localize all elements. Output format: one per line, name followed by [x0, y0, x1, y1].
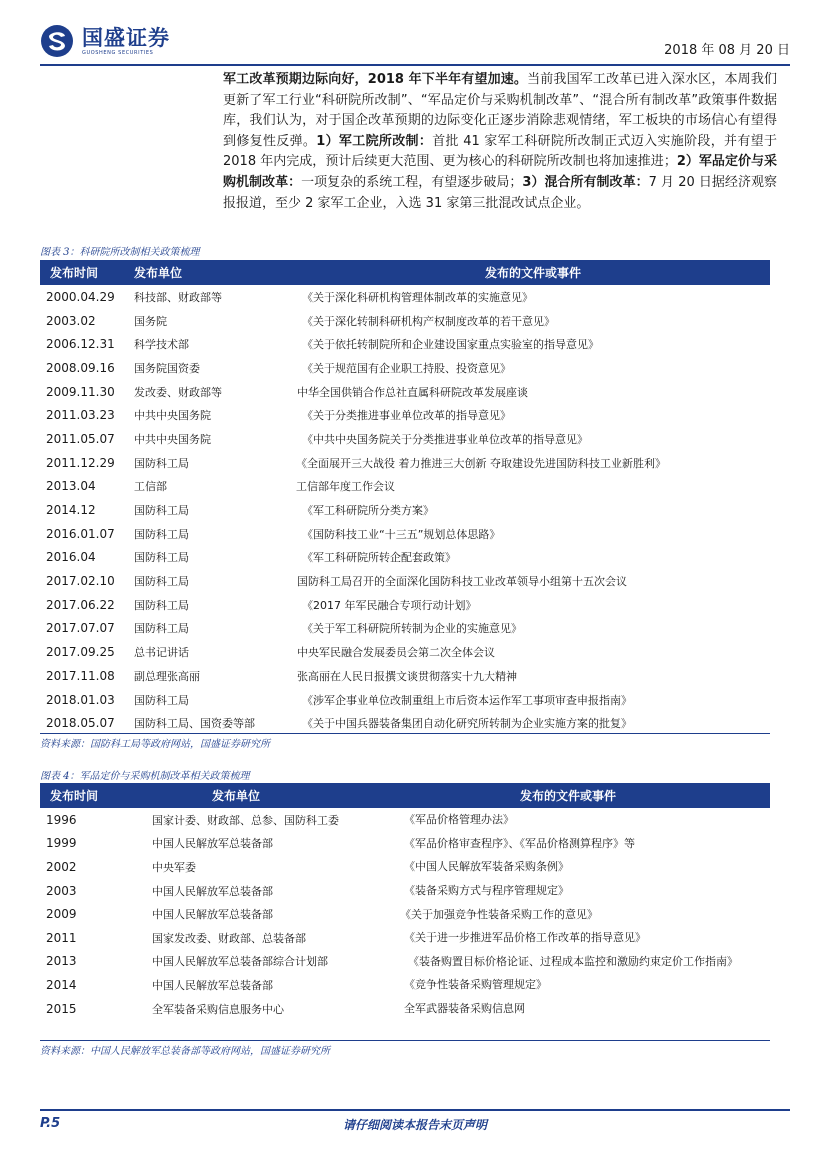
document-cell: 《装备购置目标价格论证、过程成本监控和激励约束定价工作指南》: [408, 954, 738, 968]
table-row: [40, 285, 770, 309]
date-cell: 2011.05.07: [46, 431, 115, 446]
document-cell: 《国防科技工业“十三五”规划总体思路》: [302, 527, 501, 541]
date-cell: 2014: [46, 977, 77, 992]
publisher-cell: 国防科工局: [134, 504, 189, 518]
table-row: [40, 688, 770, 712]
document-cell: 《关于深化科研机构管理体制改革的实施意见》: [302, 290, 533, 304]
document-cell: 《军品价格管理办法》: [404, 813, 514, 827]
header-divider: [40, 64, 790, 66]
publisher-cell: 中国人民解放军总装备部: [152, 978, 273, 992]
intro-paragraph: [223, 70, 777, 214]
figure4-title: 图表 4：军品定价与采购机制改革相关政策梳理: [40, 771, 250, 782]
date-cell: 2015: [46, 1001, 77, 1016]
table-row: [40, 427, 770, 451]
column-header: 发布单位: [134, 266, 183, 280]
date-cell: 2013.04: [46, 479, 96, 494]
item2-text: 一项复杂的系统工程，有望逐步破局；: [301, 174, 523, 190]
document-cell: 工信部年度工作会议: [296, 480, 395, 494]
document-cell: 《关于深化转制科研机构产权制度改革的若干意见》: [302, 314, 555, 328]
footer-disclaimer[interactable]: 请仔细阅读本报告末页声明: [342, 1118, 487, 1132]
date-cell: 2017.02.10: [46, 574, 115, 589]
item1-heading: 1）军工院所改制：: [316, 133, 433, 149]
publisher-cell: 国防科工局: [134, 575, 189, 589]
table-row: [40, 902, 770, 926]
table-row: [40, 309, 770, 333]
document-cell: 《涉军企事业单位改制重组上市后资本运作军工事项审查申报指南》: [302, 693, 632, 707]
publisher-cell: 副总理张高丽: [134, 669, 200, 683]
date-cell: 2016.01.07: [46, 526, 115, 541]
document-cell: 《中共中央国务院关于分类推进事业单位改革的指导意见》: [302, 432, 588, 446]
figure4-source: 资料来源：中国人民解放军总装备部等政府网站，国盛证券研究所: [40, 1046, 330, 1057]
table-row: [40, 879, 770, 903]
date-cell: 2011: [46, 930, 77, 945]
table-row: [40, 451, 770, 475]
document-cell: 《关于进一步推进军品价格工作改革的指导意见》: [404, 931, 646, 945]
report-date: 2018 年 08 月 20 日: [664, 43, 790, 58]
publisher-cell: 国家发改委、财政部、总装备部: [152, 931, 306, 945]
brand-name: 国盛证券: [82, 26, 170, 50]
document-cell: 《装备采购方式与程序管理规定》: [404, 884, 569, 898]
table-row: [40, 997, 770, 1021]
document-cell: 《关于规范国有企业职工持股、投资意见》: [302, 361, 511, 375]
table-header-row: [40, 260, 770, 285]
table-row: [40, 356, 770, 380]
item3-text: 7 月 20 日据经济观察报报道，至少 2 家军工企业，入选 31 家第三批混改试点企业。: [223, 174, 777, 211]
date-cell: 2003.02: [46, 313, 96, 328]
table-row: [40, 640, 770, 664]
publisher-cell: 国防科工局: [134, 598, 189, 612]
company-logo: [40, 20, 170, 62]
figure3-source: 资料来源：国防科工局等政府网站，国盛证券研究所: [40, 739, 270, 750]
date-cell: 2017.07.07: [46, 621, 115, 636]
table-row: [40, 380, 770, 404]
publisher-cell: 总书记讲话: [134, 646, 189, 660]
table-row: [40, 711, 770, 735]
footer-divider: [40, 1109, 790, 1111]
date-cell: 1999: [46, 836, 77, 851]
table-row: [40, 832, 770, 856]
figure3-title: 图表 3：科研院所改制相关政策梳理: [40, 247, 200, 258]
column-header: 发布单位: [212, 789, 261, 803]
figure4-bottom-rule: [40, 1040, 770, 1041]
publisher-cell: 国防科工局: [134, 456, 189, 470]
date-cell: 2018.05.07: [46, 716, 115, 731]
table-row: [40, 475, 770, 499]
date-cell: 2014.12: [46, 503, 96, 518]
date-cell: 2013: [46, 954, 77, 969]
document-cell: 张高丽在人民日报撰文谈贯彻落实十九大精神: [297, 669, 517, 683]
brand-subtitle: GUOSHENG SECURITIES: [82, 50, 154, 56]
date-cell: 1996: [46, 812, 77, 827]
publisher-cell: 发改委、财政部等: [134, 385, 222, 399]
publisher-cell: 中共中央国务院: [134, 409, 211, 423]
date-cell: 2008.09.16: [46, 360, 115, 375]
publisher-cell: 中央军委: [152, 860, 196, 874]
publisher-cell: 国防科工局: [134, 527, 189, 541]
document-cell: 《全面展开三大战役 着力推进三大创新 夺取建设先进国防科技工业新胜利》: [296, 456, 666, 470]
publisher-cell: 国务院国资委: [134, 361, 200, 375]
table-row: [40, 522, 770, 546]
date-cell: 2016.04: [46, 550, 96, 565]
guosheng-logo-icon: [40, 24, 74, 58]
table-row: [40, 498, 770, 522]
table-row: [40, 569, 770, 593]
document-cell: 《关于军工科研院所转制为企业的实施意见》: [302, 622, 522, 636]
column-header: 发布时间: [50, 266, 99, 280]
publisher-cell: 中共中央国务院: [134, 432, 211, 446]
document-cell: 全军武器装备采购信息网: [404, 1002, 525, 1016]
document-cell: 《关于分类推进事业单位改革的指导意见》: [302, 409, 511, 423]
table-row: [40, 855, 770, 879]
figure3-bottom-rule: [40, 733, 770, 734]
publisher-cell: 国防科工局: [134, 551, 189, 565]
figure4-table: [40, 783, 770, 1020]
table-row: [40, 403, 770, 427]
publisher-cell: 工信部: [134, 480, 167, 494]
publisher-cell: 中国人民解放军总装备部综合计划部: [152, 955, 328, 969]
page-number: P.5: [40, 1116, 61, 1131]
publisher-cell: 国防科工局、国资委等部: [134, 717, 255, 731]
table-row: [40, 332, 770, 356]
publisher-cell: 中国人民解放军总装备部: [152, 908, 273, 922]
date-cell: 2017.11.08: [46, 668, 115, 683]
figure3-table: [40, 260, 770, 735]
date-cell: 2017.09.25: [46, 645, 115, 660]
publisher-cell: 全军装备采购信息服务中心: [152, 1002, 284, 1016]
table-row: [40, 973, 770, 997]
document-cell: 《军工科研院所转企配套政策》: [302, 551, 456, 565]
item1-text: 首批 41 家军工科研院所改制正式迈入实施阶段，并有望于 2018 年内完成，预计后续更大范围、更为核心的科研院所改制也将加速推进；: [223, 133, 777, 170]
document-cell: 《2017 年军民融合专项行动计划》: [302, 598, 477, 612]
date-cell: 2017.06.22: [46, 597, 115, 612]
column-header: 发布的文件或事件: [484, 266, 581, 280]
item3-heading: 3）混合所有制改革：: [522, 174, 649, 190]
page-header: [40, 20, 790, 62]
table-row: [40, 593, 770, 617]
publisher-cell: 科技部、财政部等: [134, 290, 222, 304]
document-cell: 《关于依托转制院所和企业建设国家重点实验室的指导意见》: [302, 338, 599, 352]
document-cell: 《竞争性装备采购管理规定》: [404, 978, 547, 992]
column-header: 发布的文件或事件: [520, 789, 617, 803]
table-row: [40, 926, 770, 950]
table-row: [40, 546, 770, 570]
table-row: [40, 808, 770, 832]
document-cell: 中华全国供销合作总社直属科研院改革发展座谈: [297, 385, 528, 399]
table-row: [40, 617, 770, 641]
publisher-cell: 中国人民解放军总装备部: [152, 837, 273, 851]
table-row: [40, 664, 770, 688]
table-header-row: [40, 783, 770, 808]
publisher-cell: 国务院: [134, 314, 167, 328]
date-cell: 2000.04.29: [46, 289, 115, 304]
lead-sentence: 军工改革预期边际向好，2018 年下半年有望加速。: [223, 72, 528, 87]
date-cell: 2011.03.23: [46, 408, 115, 423]
document-cell: 国防科工局召开的全面深化国防科技工业改革领导小组第十五次会议: [297, 575, 627, 589]
date-cell: 2006.12.31: [46, 337, 115, 352]
publisher-cell: 中国人民解放军总装备部: [152, 884, 273, 898]
item2-heading: 2）军品定价与采购机制改革：: [223, 154, 778, 190]
date-cell: 2018.01.03: [46, 692, 115, 707]
document-cell: 《关于中国兵器装备集团自动化研究所转制为企业实施方案的批复》: [302, 717, 632, 731]
date-cell: 2011.12.29: [46, 455, 115, 470]
date-cell: 2009.11.30: [46, 384, 115, 399]
publisher-cell: 国防科工局: [134, 693, 189, 707]
table-row: [40, 950, 770, 974]
date-cell: 2002: [46, 859, 77, 874]
publisher-cell: 国家计委、财政部、总参、国防科工委: [152, 813, 339, 827]
document-cell: 中央军民融合发展委员会第二次全体会议: [297, 646, 495, 660]
document-cell: 《军工科研院所分类方案》: [302, 504, 434, 518]
document-cell: 《关于加强竞争性装备采购工作的意见》: [400, 907, 598, 921]
column-header: 发布时间: [50, 789, 99, 803]
document-cell: 《军品价格审查程序》、《军品价格测算程序》等: [404, 836, 635, 850]
body-text-1: 当前我国军工改革已进入深水区，本周我们更新了军工行业“科研院所改制”、“军品定价与采购机制改革”、“混合所有制改革”政策事件数据库，我们认为，对于国企改革预期的边际变化正逐步消除悲观情绪，军工板块的市场信心有望得到修复性反弹。: [223, 72, 777, 149]
publisher-cell: 科学技术部: [134, 338, 189, 352]
document-cell: 《中国人民解放军装备采购条例》: [404, 860, 569, 874]
publisher-cell: 国防科工局: [134, 622, 189, 636]
date-cell: 2009: [46, 907, 77, 922]
date-cell: 2003: [46, 883, 77, 898]
